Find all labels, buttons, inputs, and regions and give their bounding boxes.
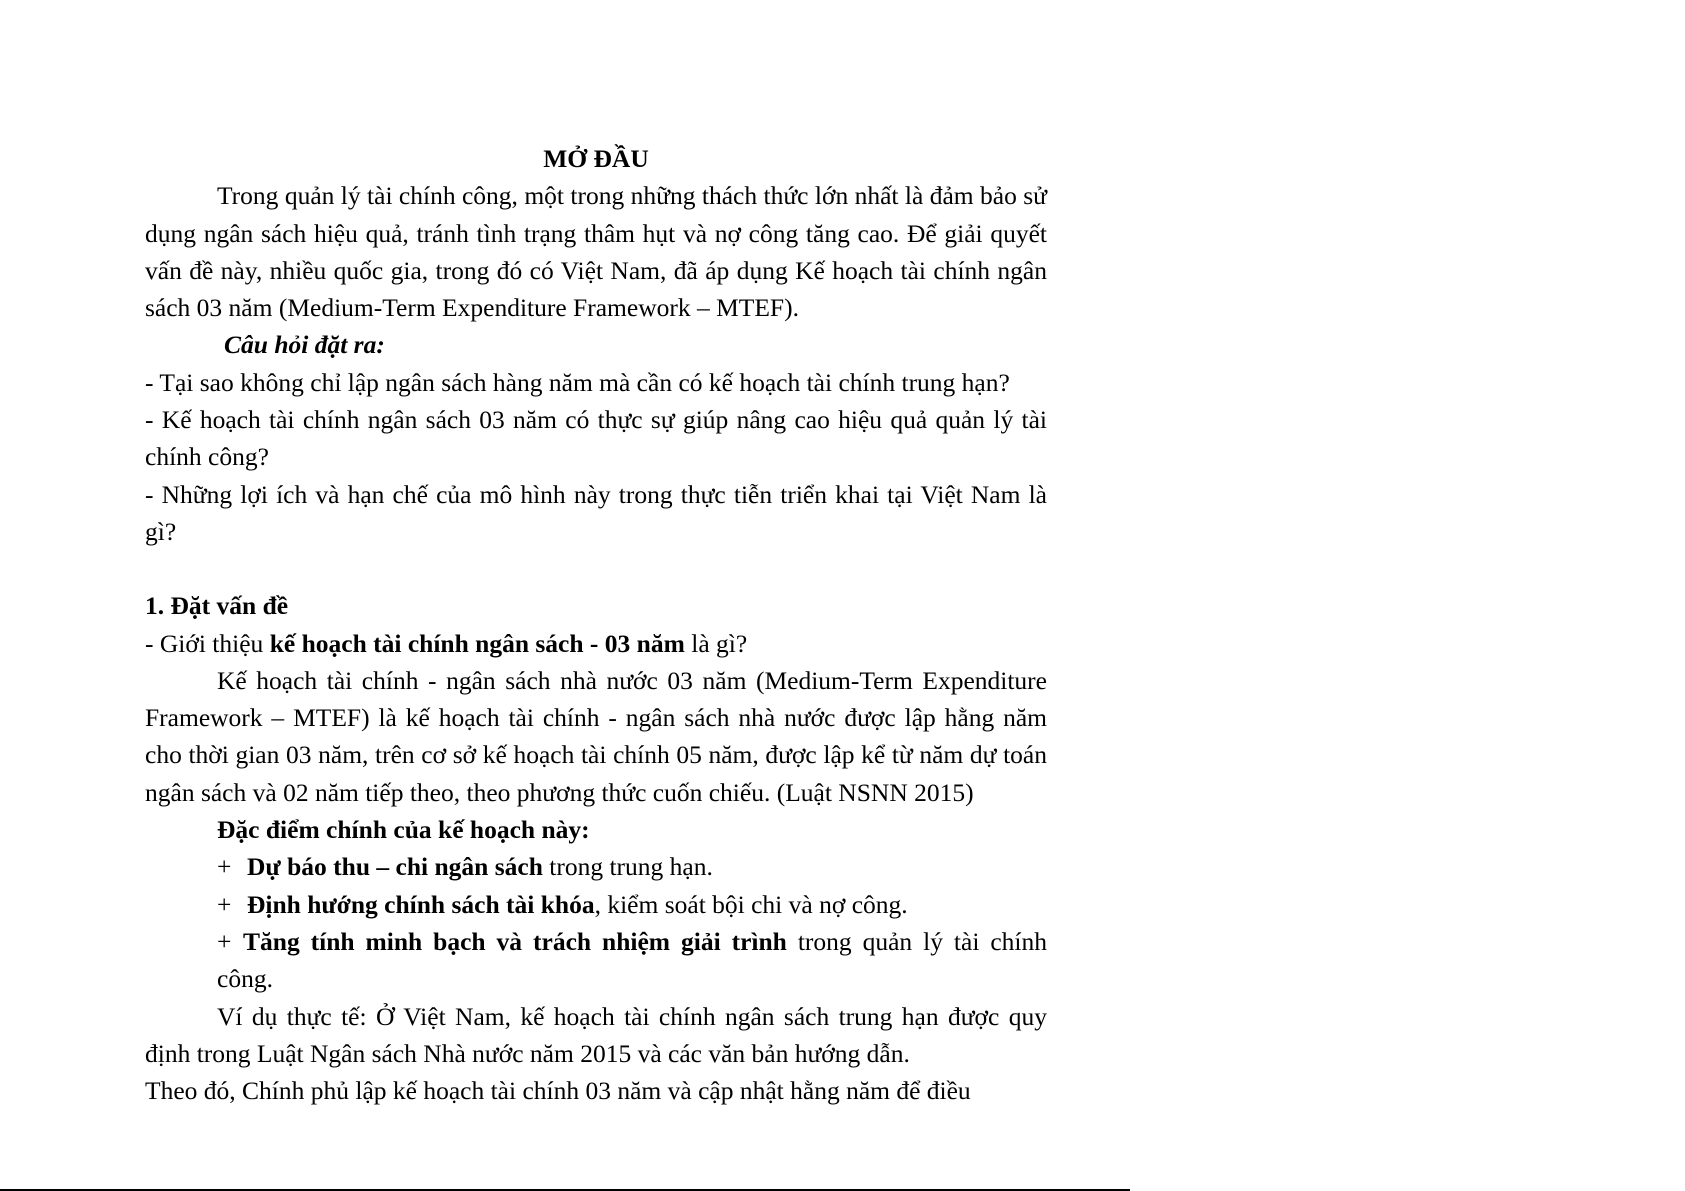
feature-item-2 (145, 886, 1047, 923)
feature-item-2-bold: Định hướng chính sách tài khóa (247, 889, 595, 919)
feature-item-1-rest: trong trung hạn. (542, 852, 713, 882)
feature-item-1-bold: Dự báo thu – chi ngân sách (247, 852, 543, 882)
feature-item-3-rest: trong quản lý tài chính công. (217, 926, 1048, 994)
intro-paragraph: Trong quản lý tài chính công, một trong những thách thức lớn nhất là đảm bảo sử dụng ngân sách hiệu quả, tránh tình trạng thâm hụt và nợ công tăng cao. Để giải quyết vấn đề này, nhiều quốc gia, trong đó có Việt Nam, đã áp dụng Kế hoạch tài chính ngân sách 03 năm (Medium-Term Expenditure Framework – MTEF). (145, 181, 1047, 323)
questions-label: Câu hỏi đặt ra: (224, 330, 385, 360)
question-item-1: - Tại sao không chỉ lập ngân sách hàng năm mà cần có kế hoạch tài chính trung hạn? (145, 367, 1010, 397)
example-paragraph: Ví dụ thực tế: Ở Việt Nam, kế hoạch tài chính ngân sách trung hạn được quy định trong Luật Ngân sách Nhà nước năm 2015 và các văn bản hướng dẫn. (145, 1001, 1047, 1068)
section-title: 1. Đặt vấn đề (145, 591, 289, 621)
definition-paragraph: Kế hoạch tài chính - ngân sách nhà nước 03 năm (Medium-Term Expenditure Framework – MTEF) là kế hoạch tài chính - ngân sách nhà nước được lập hằng năm cho thời gian 03 năm, trên cơ sở kế hoạch tài chính 05 năm, được lập kể từ năm dự toán ngân sách và 02 năm tiếp theo, theo phương thức cuốn chiếu. (Luật NSNN 2015) (145, 665, 1047, 807)
features-title: Đặc điểm chính của kế hoạch này: (217, 815, 590, 845)
question-item-2: - Kế hoạch tài chính ngân sách 03 năm có thực sự giúp nâng cao hiệu quả quản lý tài chính công? (145, 405, 1047, 472)
document-body (145, 140, 1048, 1106)
section-intro-prefix: - Giới thiệu (145, 628, 270, 658)
partial-cut-line: Theo đó, Chính phủ lập kế hoạch tài chính 03 năm và cập nhật hằng năm để điều (145, 1076, 971, 1106)
section-intro-suffix: là gì? (684, 628, 748, 658)
feature-item-3 (145, 923, 1047, 998)
bullet-symbol: + (217, 889, 232, 919)
page-heading: MỞ ĐẦU (543, 144, 649, 173)
bullet-symbol: + (217, 926, 232, 956)
feature-item-2-rest: , kiểm soát bội chi và nợ công. (594, 889, 908, 919)
feature-item-3-bold: Tăng tính minh bạch và trách nhiệm giải trình (243, 926, 787, 956)
question-item-3: - Những lợi ích và hạn chế của mô hình này trong thực tiễn triển khai tại Việt Nam là gì? (145, 479, 1047, 546)
section-intro-line (145, 625, 1047, 662)
section-intro-bold: kế hoạch tài chính ngân sách - 03 năm (269, 628, 685, 658)
bullet-symbol: + (217, 852, 232, 882)
feature-item-1 (145, 848, 1047, 885)
